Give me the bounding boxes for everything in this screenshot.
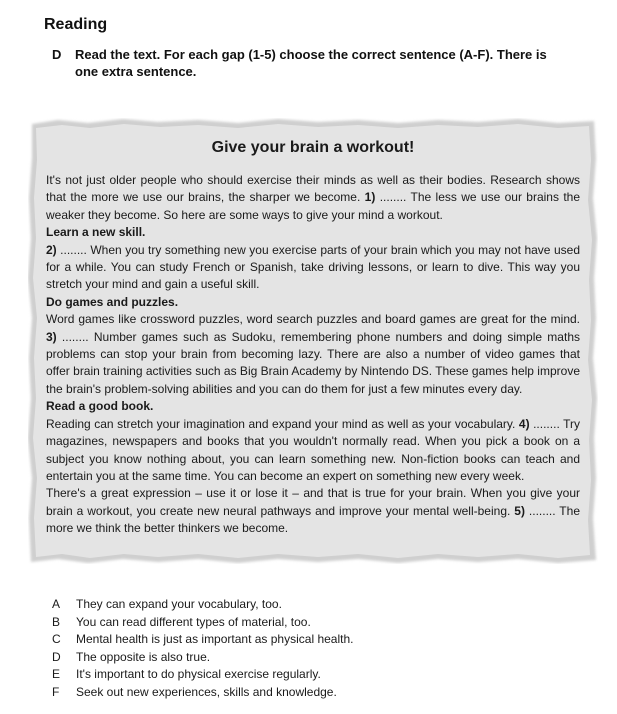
section-heading-book: Read a good book. <box>46 399 154 414</box>
skill-text: ........ When you try something new you exercise parts of your brain which you may not have used for a while. You can study French or Spanish, take driving lessons, or learn to dive. This way you stretch your mind and gain a useful skill. <box>46 242 580 292</box>
article-title: Give your brain a workout! <box>211 139 415 156</box>
sentence-options <box>52 596 353 701</box>
book-text: Reading can stretch your imagination and expand your mind as well as your vocabulary. <box>46 416 519 431</box>
intro-text-after: ........ The less we use our brains the weaker they become. So here are some ways to give your mind a workout. <box>46 190 581 222</box>
option-letter: F <box>52 684 60 699</box>
option-letter: C <box>52 632 61 646</box>
article-panel <box>28 118 598 564</box>
option-f <box>52 684 353 702</box>
article <box>46 138 580 538</box>
task-letter: D <box>52 47 62 62</box>
closing-paragraph <box>46 485 580 537</box>
option-letter: B <box>52 614 61 629</box>
skill-paragraph <box>46 242 580 294</box>
section-heading-skill: Learn a new skill. <box>46 225 146 240</box>
section-heading-games: Do games and puzzles. <box>46 294 179 309</box>
option-a <box>52 596 353 614</box>
option-text: They can expand your vocabulary, too. <box>76 597 282 611</box>
option-letter: E <box>52 667 61 681</box>
option-text: The opposite is also true. <box>76 649 211 664</box>
option-d <box>52 649 353 667</box>
games-text: Word games like crossword puzzles, word search puzzles and board games are great for the mind. <box>46 312 580 327</box>
option-text: Seek out new experiences, skills and knowledge. <box>76 684 337 699</box>
section-title: Reading <box>44 16 108 33</box>
option-e <box>52 666 353 684</box>
gap-4: 4) <box>518 416 530 431</box>
intro-paragraph <box>46 172 580 224</box>
option-b <box>52 614 353 632</box>
games-paragraph <box>46 311 580 398</box>
gap-5: 5) <box>514 503 525 518</box>
option-text: It's important to do physical exercise regularly. <box>76 667 321 681</box>
option-text: You can read different types of material, too. <box>76 614 311 629</box>
book-paragraph <box>46 416 580 486</box>
option-c <box>52 631 353 649</box>
option-text: Mental health is just as important as physical health. <box>76 632 354 646</box>
closing-text-after: ........ The more we think the better thinkers we become. <box>46 503 580 536</box>
task-instruction <box>52 46 572 80</box>
gap-1: 1) <box>364 190 376 205</box>
gap-3: 3) <box>46 329 57 344</box>
closing-text: There's a great expression – use it or lose it – and that is true for your brain. When you give your brain a workout, you create new neural pathways and improve your mental well-being. <box>46 486 580 518</box>
gap-2: 2) <box>46 242 57 257</box>
option-letter: A <box>52 597 61 611</box>
intro-text: It's not just older people who should exercise their minds as well as their bodies. Research shows that the more we use our brains, the sharper we become. <box>46 173 580 205</box>
task-text: Read the text. For each gap (1-5) choose the correct sentence (A-F). There is one extra sentence. <box>75 47 547 79</box>
games-text-after: ........ Number games such as Sudoku, remembering phone numbers and doing simple maths problems can stop your brain from becoming lazy. There are also a number of video games that offer brain training activities such as Big Brain Academy by Nintendo DS. These games help improve the brain's problem-solving abilities and you can do them for just a few minutes every day. <box>46 329 580 396</box>
option-letter: D <box>52 649 61 664</box>
book-text-after: ........ Try magazines, newspapers and books that you wouldn't normally read. When you pick a book on a subject you know nothing about, you can learn something new. Non-fiction books can teach and entertain you at the same time. You can become an expert on something new every week. <box>46 416 580 483</box>
